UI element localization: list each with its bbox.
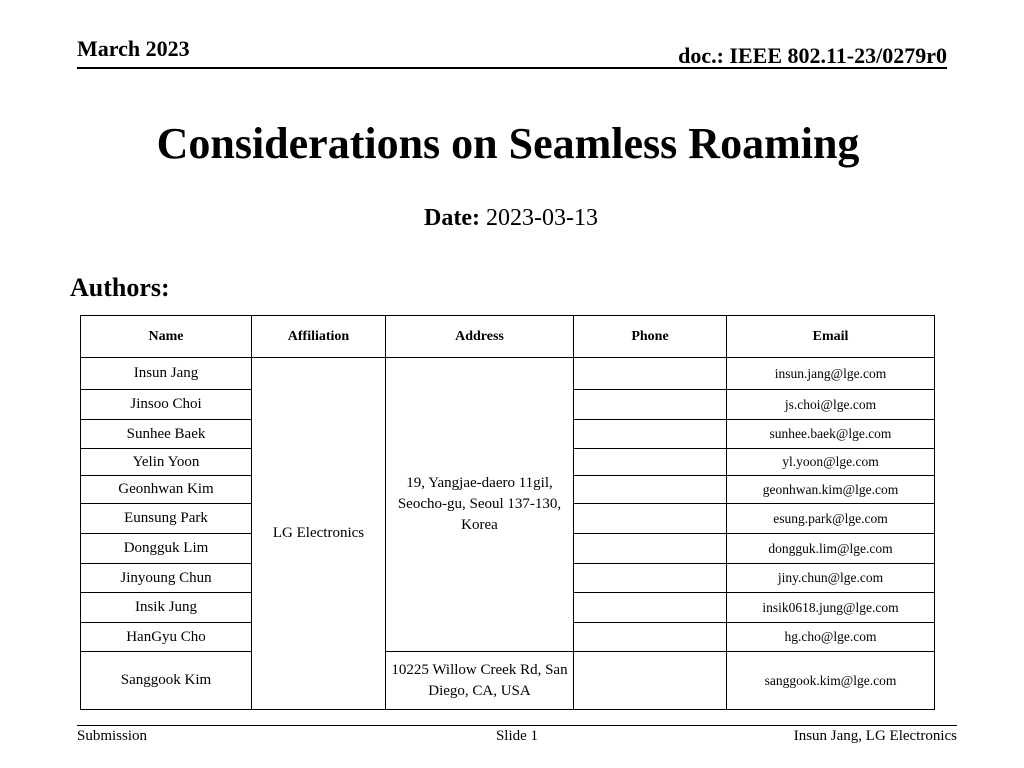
author-email: jiny.chun@lge.com bbox=[727, 564, 935, 593]
author-email: js.choi@lge.com bbox=[727, 390, 935, 420]
author-phone bbox=[574, 476, 727, 504]
author-name: Yelin Yoon bbox=[81, 449, 252, 476]
author-name: Sanggook Kim bbox=[81, 652, 252, 710]
author-name: HanGyu Cho bbox=[81, 623, 252, 652]
author-email: insun.jang@lge.com bbox=[727, 358, 935, 390]
header-divider bbox=[77, 67, 947, 69]
header-affiliation: Affiliation bbox=[252, 316, 386, 358]
author-email: yl.yoon@lge.com bbox=[727, 449, 935, 476]
author-name: Sunhee Baek bbox=[81, 420, 252, 449]
author-phone bbox=[574, 564, 727, 593]
author-email: sanggook.kim@lge.com bbox=[727, 652, 935, 710]
author-phone bbox=[574, 623, 727, 652]
header-email: Email bbox=[727, 316, 935, 358]
author-email: geonhwan.kim@lge.com bbox=[727, 476, 935, 504]
date-line bbox=[0, 205, 1022, 232]
author-name: Dongguk Lim bbox=[81, 534, 252, 564]
author-name: Jinyoung Chun bbox=[81, 564, 252, 593]
author-phone bbox=[574, 449, 727, 476]
author-phone bbox=[574, 358, 727, 390]
author-name: Jinsoo Choi bbox=[81, 390, 252, 420]
author-phone bbox=[574, 534, 727, 564]
footer-divider bbox=[77, 725, 957, 726]
header-doc-id: doc.: IEEE 802.11-23/0279r0 bbox=[678, 43, 947, 68]
header-phone: Phone bbox=[574, 316, 727, 358]
footer-author: Insun Jang, LG Electronics bbox=[793, 728, 957, 744]
author-phone bbox=[574, 652, 727, 710]
author-affiliation: LG Electronics bbox=[252, 358, 386, 710]
author-email: dongguk.lim@lge.com bbox=[727, 534, 935, 564]
author-name: Insik Jung bbox=[81, 593, 252, 623]
date-label: Date: bbox=[424, 205, 480, 231]
author-phone bbox=[574, 390, 727, 420]
author-email: sunhee.baek@lge.com bbox=[727, 420, 935, 449]
author-name: Eunsung Park bbox=[81, 504, 252, 534]
author-email: insik0618.jung@lge.com bbox=[727, 593, 935, 623]
slide-title: Considerations on Seamless Roaming bbox=[156, 119, 860, 168]
author-name: Geonhwan Kim bbox=[81, 476, 252, 504]
date-value: 2023-03-13 bbox=[485, 205, 598, 231]
table-row bbox=[81, 358, 935, 390]
footer-slide-number: Slide 1 bbox=[495, 728, 539, 744]
author-phone bbox=[574, 420, 727, 449]
author-address-korea: 19, Yangjae-daero 11gil, Seocho-gu, Seoul 137-130, Korea bbox=[386, 358, 574, 652]
table-row bbox=[81, 652, 935, 710]
authors-table bbox=[80, 315, 935, 710]
author-phone bbox=[574, 504, 727, 534]
author-name: Insun Jang bbox=[81, 358, 252, 390]
header-name: Name bbox=[81, 316, 252, 358]
author-address-usa: 10225 Willow Creek Rd, San Diego, CA, USA bbox=[386, 652, 574, 710]
header-address: Address bbox=[386, 316, 574, 358]
author-phone bbox=[574, 593, 727, 623]
table-header-row bbox=[81, 316, 935, 358]
author-email: hg.cho@lge.com bbox=[727, 623, 935, 652]
author-email: esung.park@lge.com bbox=[727, 504, 935, 534]
header-date: March 2023 bbox=[77, 36, 190, 61]
footer-submission: Submission bbox=[77, 728, 148, 744]
authors-heading: Authors: bbox=[70, 273, 170, 302]
